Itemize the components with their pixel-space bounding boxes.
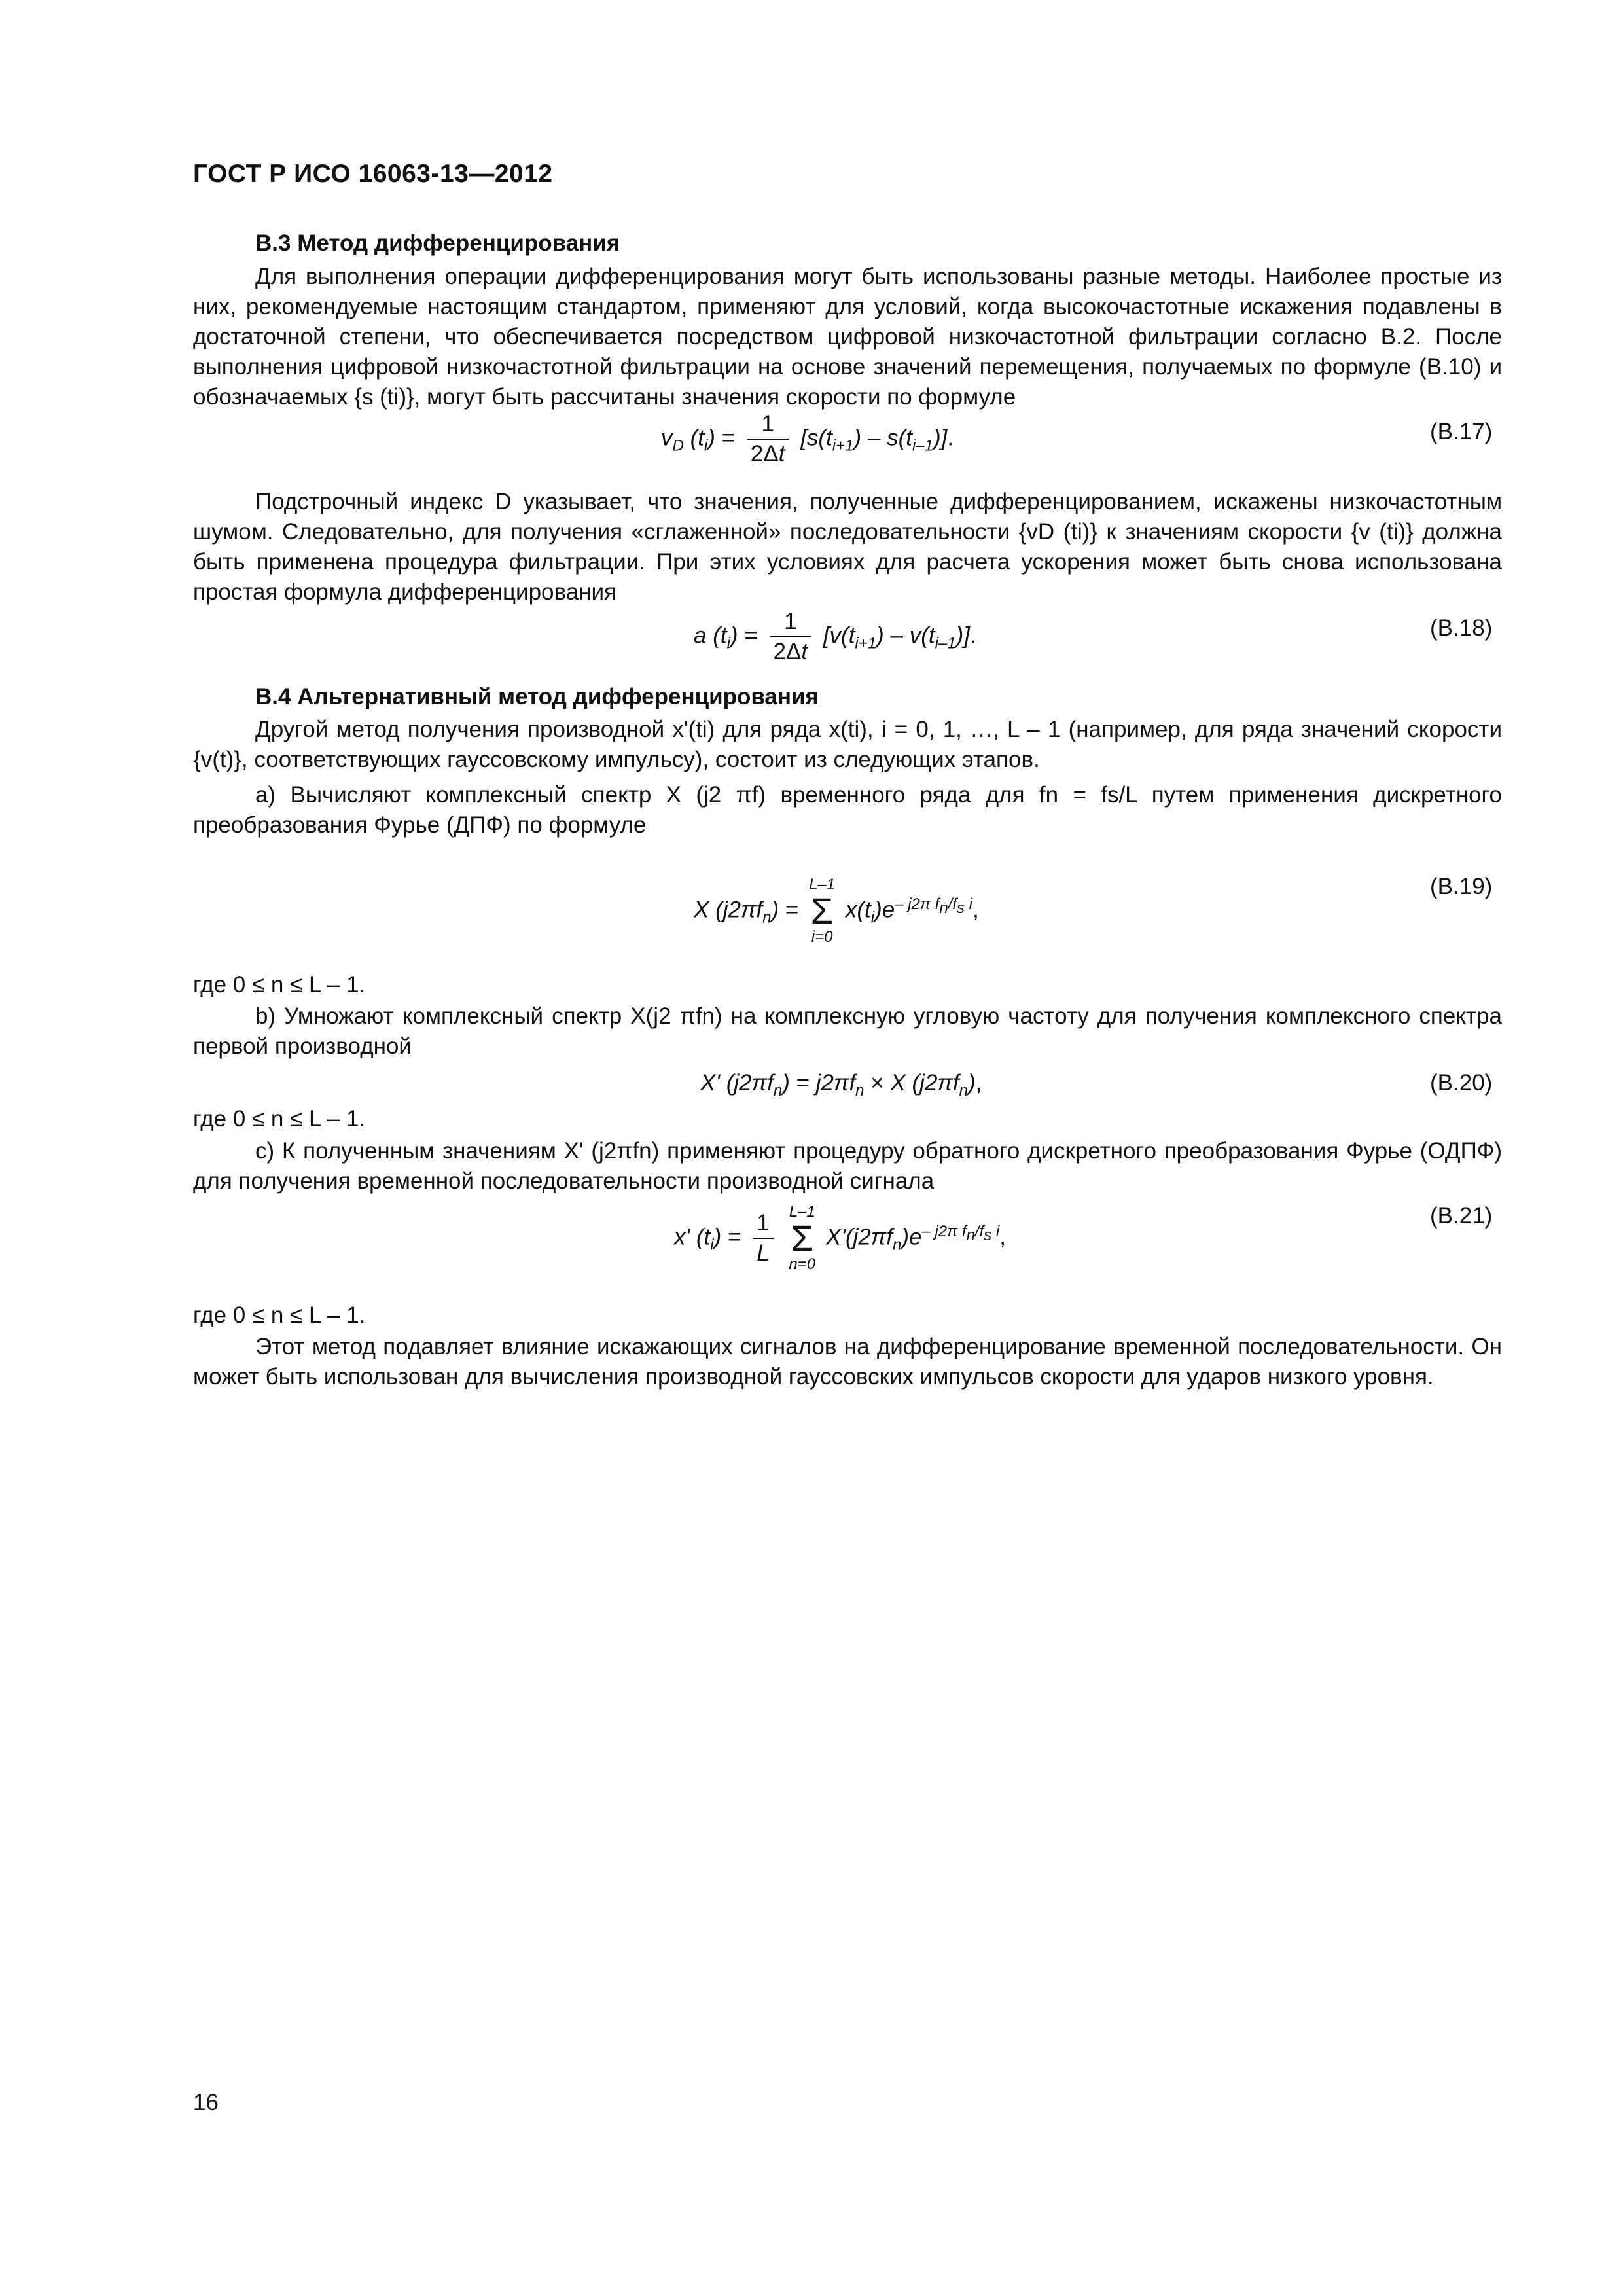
equation-number-b19: (В.19) [1430, 874, 1493, 899]
section-b4-title: В.4 Альтернативный метод дифференцирования [255, 684, 819, 709]
formula-b17: $v_D$ $(t_i)$ = $\frac{1}{2\Delta t}$ $[s(t_{i+1}) - s(t_{i-1})]$. [661, 411, 954, 467]
section-b4-final-paragraph: Этот метод подавляет влияние искажающих сигналов на дифференцирование временной последовательности. Он может быть использован для вычисления производной гауссовских импульсов скорости для ударов низкого уровня. [193, 1334, 1502, 1390]
document-header: ГОСТ Р ИСО 16063-13—2012 [193, 160, 553, 188]
section-b4-step-b: b) Умножают комплексный спектр X(j2 πfn) на комплексную угловую частоту для получения комплексного спектра первой производной [193, 1003, 1502, 1059]
equation-number-b21: (В.21) [1430, 1203, 1493, 1229]
section-b4-step-a: а) Вычисляют комплексный спектр X (j2 πf) временного ряда для fn = fs/L путем применения дискретного преобразования Фурье (ДПФ) по формуле [193, 782, 1502, 838]
formula-b20: X' $(j2\pi f_n) = j2\pi f_n \times X$ $(j2\pi f_n)$, [700, 1070, 982, 1100]
where-clause-2: где 0 ≤ n ≤ L – 1. [193, 1106, 366, 1132]
formula-b18: a $(t_i)$ = $\frac{1}{2\Delta t}$ $[v(t_{i+1}) - v(t_{i-1})]$. [694, 609, 976, 664]
page-number: 16 [193, 2090, 219, 2115]
section-b3-title: В.3 Метод дифференцирования [255, 230, 620, 256]
section-b4-paragraph-1: Другой метод получения производной x'(ti) для ряда x(ti), i = 0, 1, …, L – 1 (например, для ряда значений скорости {v(t)}, соответствующих гауссовскому импульсу), состоит из следующих этапов. [193, 717, 1502, 772]
formula-b21: x' $(t_i)$ = $\frac{1}{L}$ L–1 Σ n=0 $X'(j2\pi f_n)e^{- j2\pi f_n/f_s i}$, [674, 1203, 1006, 1273]
equation-number-b20: (В.20) [1430, 1070, 1493, 1096]
section-b3-paragraph-1: Для выполнения операции дифференцирования могут быть использованы разные методы. Наиболее простые из них, рекомендуемые настоящим стандартом, применяют для условий, когда высокочастотные искажения подавлены в достаточной степени, что обеспечивается посредством цифровой низкочастотной фильтрации согласно В.2. После выполнения цифровой низкочастотной фильтрации на основе значений перемещения, получаемых по формуле (В.10) и обозначаемых {s (ti)}, могут быть рассчитаны значения скорости по формуле [193, 264, 1502, 410]
equation-number-b17: (В.17) [1430, 419, 1493, 444]
formula-b19: X $(j2\pi f_n)$ = L–1 Σ i=0 $x(t_i)e^{- j2\pi f_n/f_s i}$, [694, 876, 979, 946]
section-b3-paragraph-2: Подстрочный индекс D указывает, что значения, полученные дифференцированием, искажены низкочастотным шумом. Следовательно, для получения «сглаженной» последовательности {vD (ti)} к значениям скорости {v (ti)} должна быть применена процедура фильтрации. При этих условиях для расчета ускорения может быть снова использована простая формула дифференцирования [193, 489, 1502, 605]
equation-number-b18: (В.18) [1430, 615, 1493, 641]
where-clause-1: где 0 ≤ n ≤ L – 1. [193, 972, 366, 997]
section-b4-step-c: с) К полученным значениям X' (j2πfn) применяют процедуру обратного дискретного преобразования Фурье (ОДПФ) для получения временной последовательности производной сигнала [193, 1138, 1502, 1194]
where-clause-3: где 0 ≤ n ≤ L – 1. [193, 1302, 366, 1328]
